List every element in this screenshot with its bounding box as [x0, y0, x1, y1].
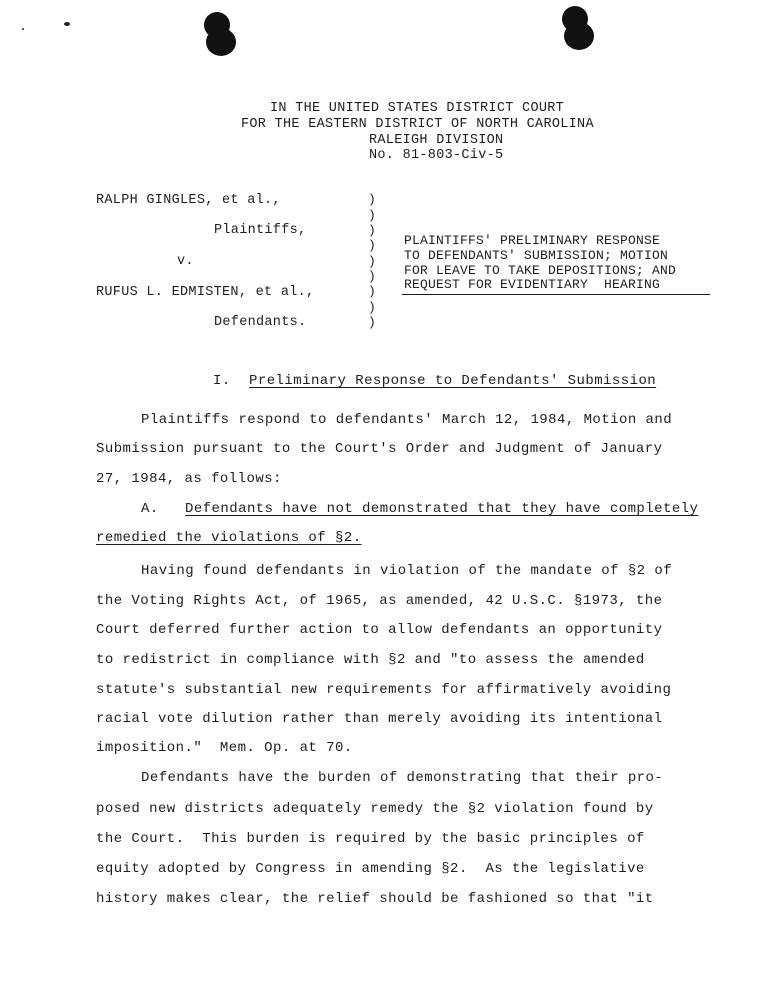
punch-hole-left [202, 12, 236, 60]
paragraph-line: the Voting Rights Act, of 1965, as amended, 42 U.S.C. §1973, the [96, 593, 663, 609]
caption-paren: ) [368, 269, 377, 284]
paragraph-line: to redistrict in compliance with §2 and "to assess the amended [96, 652, 645, 668]
defendant-name: RUFUS L. EDMISTEN, et al., [96, 285, 315, 300]
document-title-line: TO DEFENDANTS' SUBMISSION; MOTION [404, 248, 669, 263]
court-division: RALEIGH DIVISION [369, 133, 504, 148]
paragraph-line: Court deferred further action to allow defendants an opportunity [96, 622, 663, 638]
title-underline [402, 294, 710, 295]
paragraph-line: Submission pursuant to the Court's Order and Judgment of January [96, 441, 663, 457]
caption-paren: ) [368, 208, 377, 223]
plaintiff-role: Plaintiffs, [214, 223, 307, 238]
caption-paren: ) [368, 284, 377, 299]
court-name-line2: FOR THE EASTERN DISTRICT OF NORTH CAROLINA [241, 117, 594, 132]
subsection-heading: Defendants have not demonstrated that they have completely [185, 501, 699, 517]
defendant-role: Defendants. [214, 315, 307, 330]
caption-paren: ) [368, 315, 377, 330]
subsection-letter: A. [141, 501, 159, 517]
subsection-heading: remedied the violations of §2. [96, 530, 362, 546]
paragraph-line: imposition." Mem. Op. at 70. [96, 740, 353, 756]
speck-mark [64, 22, 70, 26]
paragraph-line: history makes clear, the relief should be fashioned so that "it [96, 891, 654, 907]
court-name-line1: IN THE UNITED STATES DISTRICT COURT [270, 101, 565, 116]
caption-paren: ) [368, 254, 377, 269]
caption-paren: ) [368, 223, 377, 238]
paragraph-line: Defendants have the burden of demonstrating that their pro- [141, 770, 664, 786]
paragraph-line: Having found defendants in violation of the mandate of §2 of [141, 563, 673, 579]
section-heading: Preliminary Response to Defendants' Submission [249, 373, 657, 389]
paragraph-line: Plaintiffs respond to defendants' March 12, 1984, Motion and [141, 412, 673, 428]
document-title-line: FOR LEAVE TO TAKE DEPOSITIONS; AND [404, 263, 677, 278]
versus: v. [177, 254, 194, 269]
case-number: No. 81-803-Civ-5 [369, 148, 504, 163]
document-title-line: PLAINTIFFS' PRELIMINARY RESPONSE [404, 233, 661, 248]
caption-paren: ) [368, 238, 377, 253]
paragraph-line: 27, 1984, as follows: [96, 471, 282, 487]
plaintiff-name: RALPH GINGLES, et al., [96, 193, 281, 208]
section-number: I. [213, 373, 231, 389]
paragraph-line: posed new districts adequately remedy the §2 violation found by [96, 801, 654, 817]
paragraph-line: equity adopted by Congress in amending §2. As the legislative [96, 861, 645, 877]
caption-paren: ) [368, 192, 377, 207]
paragraph-line: racial vote dilution rather than merely avoiding its intentional [96, 711, 663, 727]
paragraph-line: statute's substantial new requirements for affirmatively avoiding [96, 682, 672, 698]
punch-hole-right [560, 6, 594, 54]
caption-paren: ) [368, 300, 377, 315]
speck-mark [22, 28, 24, 30]
paragraph-line: the Court. This burden is required by the basic principles of [96, 831, 645, 847]
document-title-line: REQUEST FOR EVIDENTIARY HEARING [404, 277, 661, 292]
